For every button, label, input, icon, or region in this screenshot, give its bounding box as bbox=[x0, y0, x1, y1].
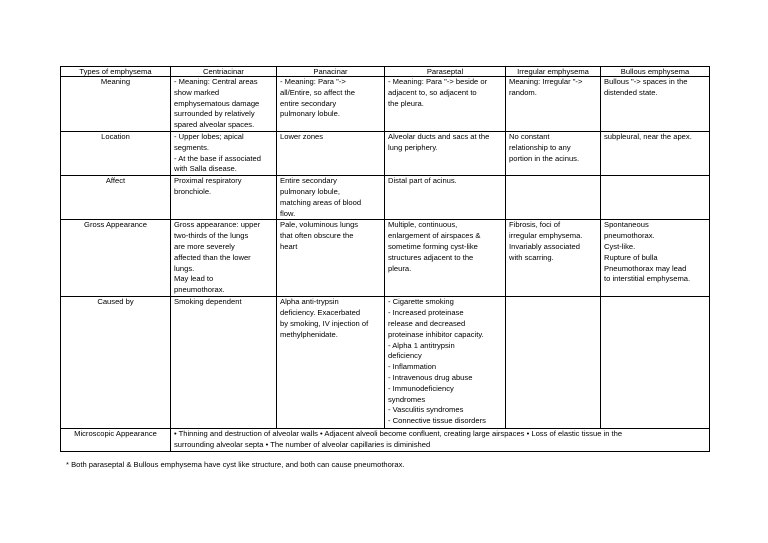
cell-line: - Increased proteinase bbox=[388, 308, 464, 318]
cell-line: syndromes bbox=[388, 394, 426, 404]
cell-line: spared alveolar spaces. bbox=[174, 120, 255, 130]
footnote: * Both paraseptal & Bullous emphysema have cyst like structure, and both can cause pneumothorax. bbox=[66, 460, 405, 469]
cell-line: segments. bbox=[174, 142, 210, 152]
cell-line: No constant bbox=[509, 132, 550, 141]
cell-line: structures adjacent to the bbox=[388, 252, 474, 262]
cell-line: Invariably associated bbox=[509, 241, 580, 251]
row-label: Affect bbox=[61, 176, 171, 220]
cell-line: flow. bbox=[280, 208, 296, 218]
cell-line: - Alpha 1 antitrypsin bbox=[388, 340, 455, 350]
cell-line: lungs. bbox=[174, 263, 195, 273]
cell-line: - Immunodeficiency bbox=[388, 383, 454, 393]
cell-line: adjacent to, so adjacent to bbox=[388, 87, 477, 97]
cell-line: deficiency bbox=[388, 351, 422, 361]
cell-line: with scarring. bbox=[509, 252, 554, 262]
header-panacinar: Panacinar bbox=[277, 67, 385, 77]
cell-line: are more severely bbox=[174, 241, 235, 251]
cell-line: Alveolar ducts and sacs at the bbox=[388, 132, 490, 141]
header-row bbox=[61, 67, 710, 77]
header-irregular: Irregular emphysema bbox=[506, 67, 601, 77]
table-row bbox=[61, 77, 710, 132]
cell-line: two-thirds of the lungs bbox=[174, 231, 249, 241]
cell-line: methylphenidate. bbox=[280, 329, 338, 339]
cell-line: Proximal respiratory bbox=[174, 176, 242, 186]
cell-line: - Cigarette smoking bbox=[388, 297, 454, 307]
cell-line: Pale, voluminous lungs bbox=[280, 220, 359, 230]
row-label: Microscopic Appearance bbox=[61, 429, 171, 452]
cell-line: Meaning: Irregular "-> bbox=[509, 77, 583, 86]
cell-panacinar bbox=[277, 176, 385, 220]
cell-line: lung periphery. bbox=[388, 142, 438, 152]
header-paraseptal: Paraseptal bbox=[385, 67, 506, 77]
cell-line: - Inflammation bbox=[388, 362, 437, 372]
cell-line: entire secondary bbox=[280, 98, 337, 108]
header-centriacinar: Centriacinar bbox=[171, 67, 277, 77]
cell-line: Fibrosis, foci of bbox=[509, 220, 561, 230]
cell-line: random. bbox=[509, 87, 537, 97]
cell-line: relationship to any bbox=[509, 142, 571, 152]
cell-line: Spontaneous bbox=[604, 220, 649, 230]
cell-paraseptal bbox=[385, 297, 506, 429]
cell-line: - Meaning: Para "-> bbox=[280, 77, 346, 86]
cell-line: Bullous "-> spaces in the bbox=[604, 77, 688, 86]
cell-line: Gross appearance: upper bbox=[174, 220, 261, 230]
cell-line: pulmonary lobule. bbox=[280, 109, 340, 119]
cell-line: to interstitial emphysema. bbox=[604, 274, 691, 284]
cell-paraseptal bbox=[385, 220, 506, 297]
cell-line: - Meaning: Para "-> beside or bbox=[388, 77, 488, 86]
cell-line: Entire secondary bbox=[280, 176, 337, 186]
cell-centriacinar bbox=[171, 132, 277, 176]
cell-line: release and decreased bbox=[388, 318, 466, 328]
row-label: Location bbox=[61, 132, 171, 176]
cell-line: Lower zones bbox=[280, 132, 324, 141]
cell-line: proteinase inhibitor capacity. bbox=[388, 329, 484, 339]
cell-centriacinar bbox=[171, 176, 277, 220]
cell-irregular bbox=[506, 132, 601, 176]
cell-line: the pleura. bbox=[388, 98, 424, 108]
cell-bullous bbox=[601, 77, 710, 132]
cell-line: pulmonary lobule, bbox=[280, 186, 340, 196]
row-label: Caused by bbox=[61, 297, 171, 429]
cell-line: • Thinning and destruction of alveolar walls • Adjacent alveoli become confluent, creating large airspaces • Loss of elastic tissue in the bbox=[174, 429, 623, 439]
cell-line: Pneumothorax may lead bbox=[604, 263, 687, 273]
cell-bullous bbox=[601, 176, 710, 220]
cell-line: sometime forming cyst-like bbox=[388, 241, 478, 251]
cell-line: - Connective tissue disorders bbox=[388, 416, 486, 426]
cell-line: Distal part of acinus. bbox=[388, 176, 457, 186]
cell-line: - Intravenous drug abuse bbox=[388, 372, 473, 382]
cell-bullous bbox=[601, 220, 710, 297]
cell-line: affected than the lower bbox=[174, 252, 251, 262]
cell-panacinar bbox=[277, 297, 385, 429]
cell-line: bronchiole. bbox=[174, 186, 212, 196]
cell-line: distended state. bbox=[604, 87, 658, 97]
cell-irregular bbox=[506, 297, 601, 429]
cell-centriacinar bbox=[171, 220, 277, 297]
cell-line: surrounded by relatively bbox=[174, 109, 255, 119]
cell-line: pleura. bbox=[388, 263, 412, 273]
cell-line: show marked bbox=[174, 87, 220, 97]
cell-line: deficiency. Exacerbated bbox=[280, 308, 361, 318]
table-row-microscopic bbox=[61, 429, 710, 452]
cell-line: Rupture of bulla bbox=[604, 252, 658, 262]
table-row bbox=[61, 220, 710, 297]
cell-line: all/Entire, so affect the bbox=[280, 87, 355, 97]
table-row bbox=[61, 132, 710, 176]
cell-centriacinar bbox=[171, 77, 277, 132]
cell-line: Cyst-like. bbox=[604, 241, 636, 251]
cell-line: emphysematous damage bbox=[174, 98, 260, 108]
cell-line: - At the base if associated bbox=[174, 153, 261, 163]
table-row bbox=[61, 176, 710, 220]
cell-line: irregular emphysema. bbox=[509, 231, 583, 241]
cell-line: by smoking, IV injection of bbox=[280, 318, 369, 328]
cell-irregular bbox=[506, 176, 601, 220]
table-row bbox=[61, 297, 710, 429]
cell-line: heart bbox=[280, 241, 298, 251]
cell-line: enlargement of airspaces & bbox=[388, 231, 481, 241]
cell-line: portion in the acinus. bbox=[509, 153, 580, 163]
cell-paraseptal bbox=[385, 77, 506, 132]
cell-line: pneumothorax. bbox=[604, 231, 655, 241]
row-label: Gross Appearance bbox=[61, 220, 171, 297]
cell-line: - Meaning: Central areas bbox=[174, 77, 258, 86]
cell-bullous bbox=[601, 297, 710, 429]
cell-line: with Salla disease. bbox=[174, 164, 237, 174]
header-bullous: Bullous emphysema bbox=[601, 67, 710, 77]
cell-panacinar bbox=[277, 77, 385, 132]
cell-bullous bbox=[601, 132, 710, 176]
cell-line: subpleural, near the apex. bbox=[604, 132, 692, 141]
row-label: Meaning bbox=[61, 77, 171, 132]
cell-line: matching areas of blood bbox=[280, 197, 362, 207]
cell-line: pneumothorax. bbox=[174, 285, 225, 295]
cell-line: Alpha anti-trypsin bbox=[280, 297, 339, 307]
cell-panacinar bbox=[277, 132, 385, 176]
cell-line: - Upper lobes; apical bbox=[174, 132, 244, 141]
cell-line: surrounding alveolar septa • The number of alveolar capillaries is diminished bbox=[174, 440, 431, 450]
cell-line: May lead to bbox=[174, 274, 214, 284]
cell-line: - Vasculitis syndromes bbox=[388, 405, 464, 415]
cell-paraseptal bbox=[385, 132, 506, 176]
emphysema-table bbox=[60, 66, 710, 452]
cell-panacinar bbox=[277, 220, 385, 297]
cell-line: Smoking dependent bbox=[174, 297, 242, 307]
cell-microscopic bbox=[171, 429, 710, 452]
cell-line: that often obscure the bbox=[280, 231, 354, 241]
header-types: Types of emphysema bbox=[61, 67, 171, 77]
cell-centriacinar bbox=[171, 297, 277, 429]
cell-irregular bbox=[506, 220, 601, 297]
cell-irregular bbox=[506, 77, 601, 132]
cell-paraseptal bbox=[385, 176, 506, 220]
cell-line: Multiple, continuous, bbox=[388, 220, 458, 230]
